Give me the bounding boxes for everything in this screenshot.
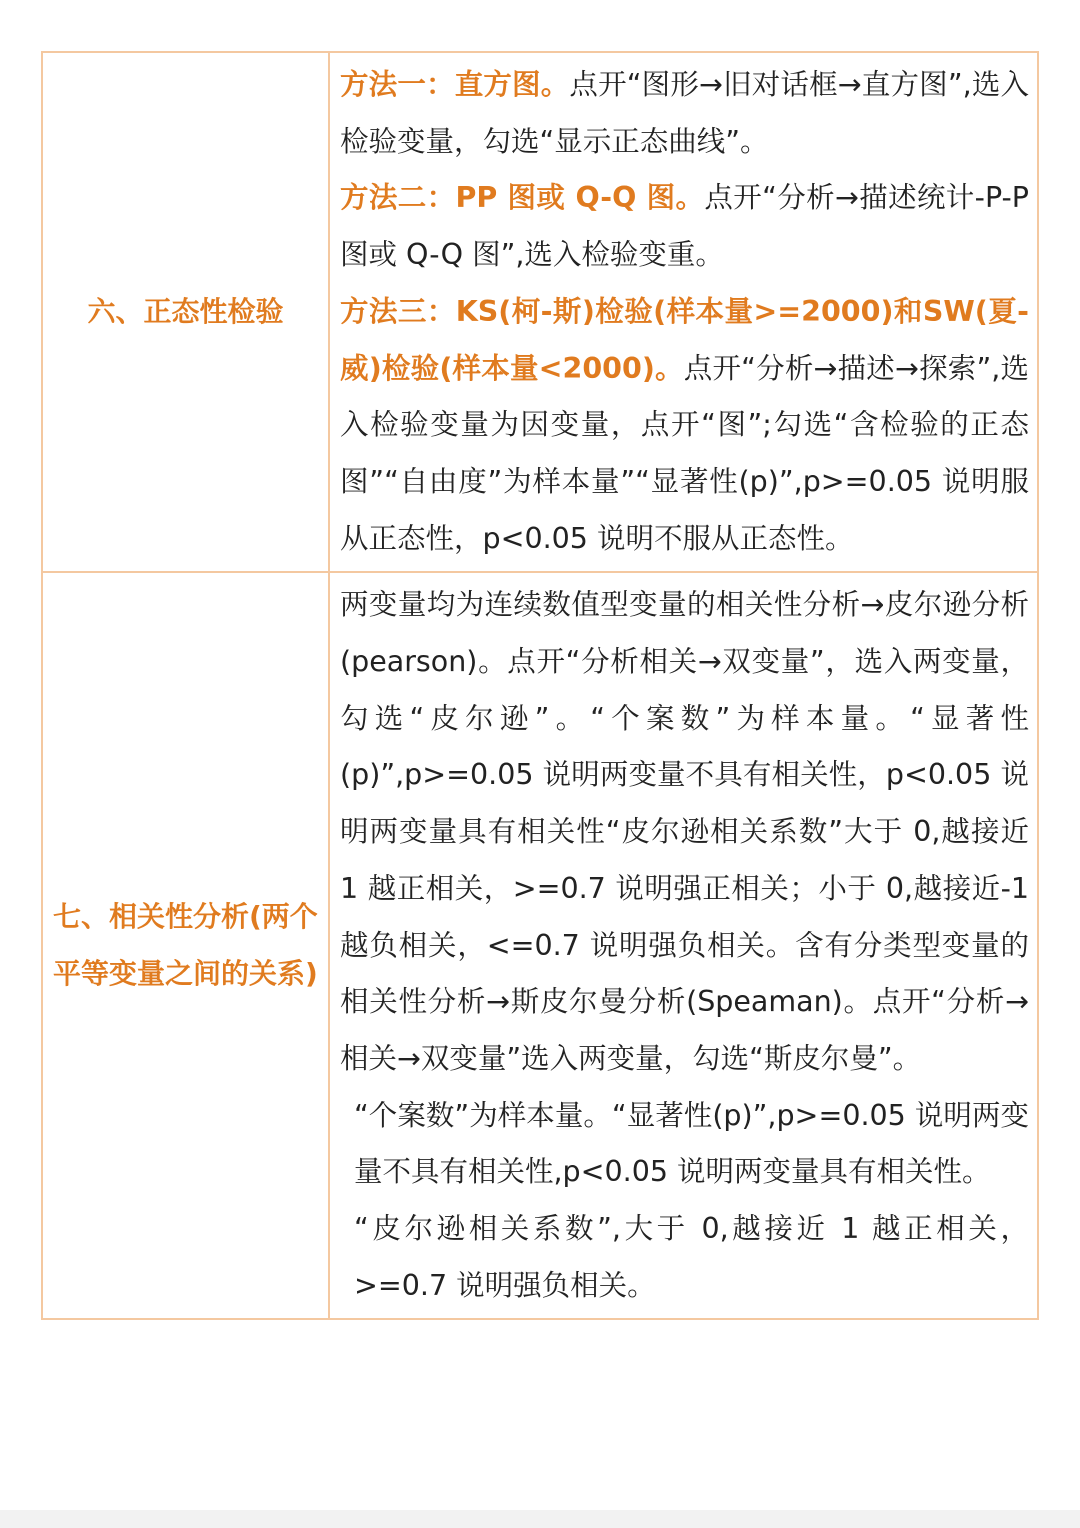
page-bottom-strip — [0, 1510, 1080, 1528]
method-one-paragraph — [340, 57, 1029, 170]
table-row-correlation — [42, 572, 1038, 1319]
method-three-paragraph — [340, 284, 1029, 568]
content-table — [41, 51, 1039, 1320]
row-label-text: 七、相关性分析(两个平等变量之间的关系) — [53, 900, 318, 990]
table-row-normality — [42, 52, 1038, 572]
method-one-title: 方法一：直方图。 — [340, 68, 570, 101]
row-content-correlation — [329, 572, 1038, 1319]
row-label-correlation — [42, 572, 329, 1319]
row-content-normality — [329, 52, 1038, 572]
method-two-text: 点开“分析→描述统计-P-P 图或 Q-Q 图”,选入检验变重。 — [340, 181, 1029, 272]
method-three-title: 方法三：KS(柯-斯)检验(样本量>=2000)和SW(夏-威)检验(样本量<2000)。 — [340, 294, 1029, 385]
method-three-text: 点开“分析→描述→探索”,选入检验变量为因变量，点开“图”;勾选“含检验的正态图”“自由度”为样本量”“显著性(p)”,p>=0.05 说明服从正态性，p<0.05 说明不服从正态性。 — [340, 351, 1029, 555]
correlation-paragraph-3: “皮尔逊相关系数”,大于 0,越接近 1 越正相关，>=0.7 说明强负相关。 — [354, 1212, 1029, 1302]
row-label-text: 六、正态性检验 — [87, 294, 284, 328]
correlation-paragraph-2: “个案数”为样本量。“显著性(p)”,p>=0.05 说明两变量不具有相关性,p<0.05 说明两变量具有相关性。 — [354, 1098, 1029, 1189]
method-one-text: 点开“图形→旧对话框→直方图”,选入检验变量，勾选“显示正态曲线”。 — [340, 68, 1029, 158]
correlation-paragraph-1: 两变量均为连续数值型变量的相关性分析→皮尔逊分析(pearson)。点开“分析相关→双变量”，选入两变量，勾选“皮尔逊”。“个案数”为样本量。“显著性(p)”,p>=0.05 说明两变量不具有相关性，p<0.05 说明两变量具有相关性“皮尔逊相关系数”大于 0,越接近 1 越正相关，>=0.7 说明强正相关；小于 0,越接近-1 越负相关，<=0.7 说明强负相关。含有分类型变量的相关性分析→斯皮尔曼分析(Speaman)。点开“分析→相关→双变量”选入两变量，勾选“斯皮尔曼”。 — [340, 588, 1029, 1075]
row-label-normality — [42, 52, 329, 572]
method-two-title: 方法二：PP 图或 Q-Q 图。 — [340, 181, 705, 215]
method-two-paragraph — [340, 170, 1029, 283]
